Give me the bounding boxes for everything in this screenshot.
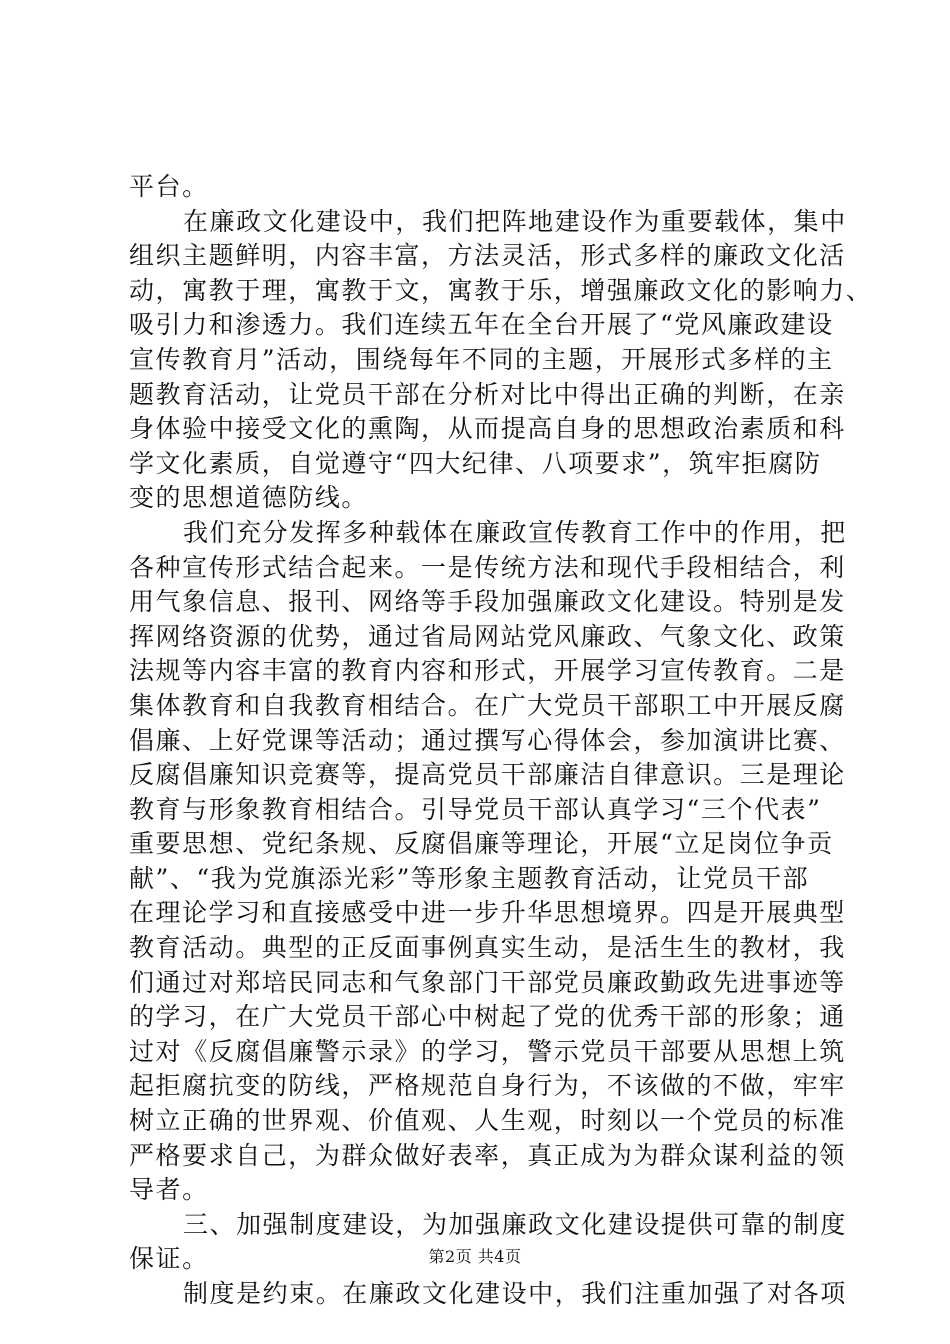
text-line: 法规等内容丰富的教育内容和形式，开展学习宣传教育。二是 [129, 656, 846, 686]
text-line: 用气象信息、报刊、网络等手段加强廉政文化建设。特别是发 [129, 587, 846, 617]
body-text [129, 170, 873, 1312]
text-line: 起拒腐抗变的防线，严格规范自身行为，不该做的不做，牢牢 [129, 1071, 846, 1101]
text-line: 教育与形象教育相结合。引导党员干部认真学习“三个代表” [129, 794, 822, 824]
text-line: 身体验中接受文化的熏陶，从而提高自身的思想政治素质和科 [129, 414, 846, 444]
text-line: 过对《反腐倡廉警示录》的学习，警示党员干部要从思想上筑 [129, 1036, 846, 1066]
text-line: 宣传教育月”活动，围绕每年不同的主题，开展形式多样的主 [129, 344, 834, 374]
text-line: 集体教育和自我教育相结合。在广大党员干部职工中开展反腐 [129, 690, 846, 720]
text-line: 题教育活动，让党员干部在分析对比中得出正确的判断，在亲 [129, 379, 846, 409]
section-heading-line: 保证。 [129, 1244, 209, 1274]
text-line: 教育活动。典型的正反面事例真实生动，是活生生的教材，我 [129, 933, 846, 963]
text-line: 在理论学习和直接感受中进一步升华思想境界。四是开展典型 [129, 898, 846, 928]
paragraph-start-line: 我们充分发挥多种载体在廉政宣传教育工作中的作用，把 [183, 517, 847, 547]
text-line: 的学习，在广大党员干部心中树起了党的优秀干部的形象；通 [129, 1002, 846, 1032]
text-line: 导者。 [129, 1175, 209, 1205]
text-line: 反腐倡廉知识竞赛等，提高党员干部廉洁自律意识。三是理论 [129, 760, 846, 790]
text-line: 重要思想、党纪条规、反腐倡廉等理论，开展“立足岗位争贡 [129, 829, 834, 859]
text-line: 们通过对郑培民同志和气象部门干部党员廉政勤政先进事迹等 [129, 967, 846, 997]
text-line: 各种宣传形式结合起来。一是传统方法和现代手段相结合，利 [129, 552, 846, 582]
text-line: 献”、“我为党旗添光彩”等形象主题教育活动，让党员干部 [129, 863, 810, 893]
paragraph-start-line: 在廉政文化建设中，我们把阵地建设作为重要载体，集中 [183, 206, 847, 236]
paragraph-start-line: 制度是约束。在廉政文化建设中，我们注重加强了对各项 [183, 1279, 847, 1308]
text-line: 学文化素质，自觉遵守“四大纪律、八项要求”，筑牢拒腐防 [129, 448, 822, 478]
page-footer: 第2页 共4页 [428, 1247, 522, 1266]
text-line: 平台。 [129, 172, 209, 201]
text-line: 树立正确的世界观、价值观、人生观，时刻以一个党员的标准 [129, 1106, 846, 1136]
text-line: 变的思想道德防线。 [129, 483, 368, 513]
text-line: 挥网络资源的优势，通过省局网站党风廉政、气象文化、政策 [129, 621, 846, 651]
text-line: 严格要求自己，为群众做好表率，真正成为为群众谋利益的领 [129, 1140, 846, 1170]
section-heading-line: 三、加强制度建设，为加强廉政文化建设提供可靠的制度 [183, 1209, 847, 1239]
text-line: 倡廉、上好党课等活动；通过撰写心得体会，参加演讲比赛、 [129, 725, 846, 755]
text-line: 动，寓教于理，寓教于文，寓教于乐，增强廉政文化的影响力、 [129, 275, 873, 305]
text-line: 组织主题鲜明，内容丰富，方法灵活，形式多样的廉政文化活 [129, 241, 846, 271]
text-line: 吸引力和渗透力。我们连续五年在全台开展了“党风廉政建设 [129, 310, 834, 340]
